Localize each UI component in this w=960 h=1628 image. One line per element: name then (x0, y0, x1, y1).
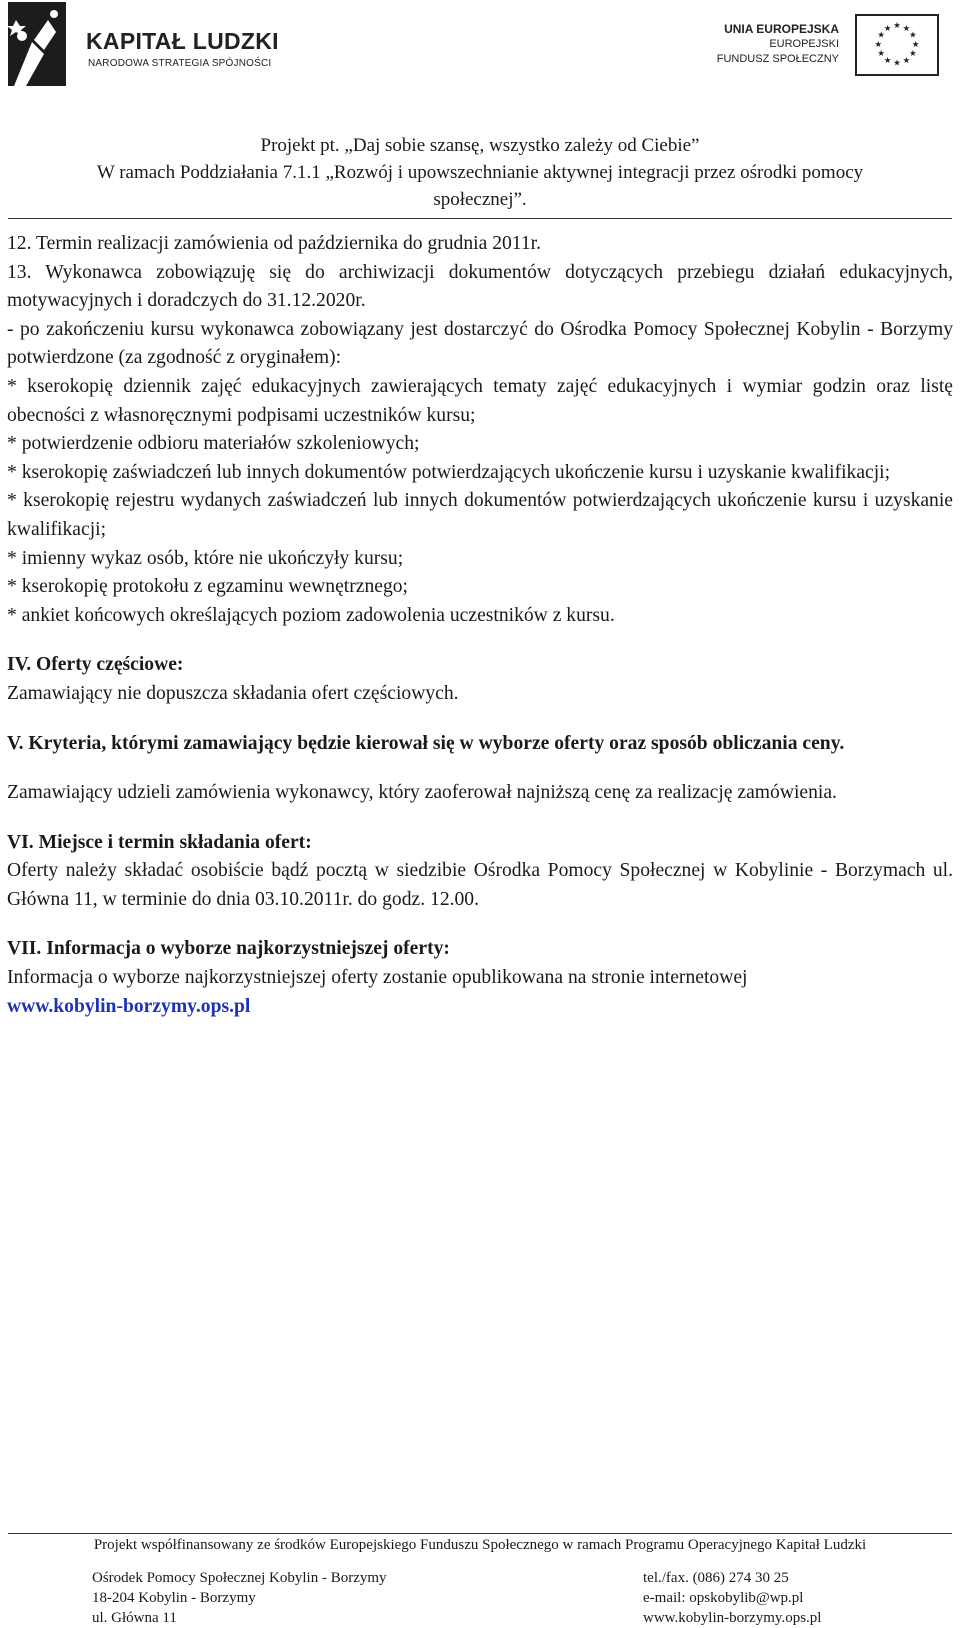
svg-text:★: ★ (883, 22, 892, 33)
list-item: * kserokopię dziennik zajęć edukacyjnych zawierających tematy zajęć edukacyjnych i wymiar godzin oraz listę obecności z własnoręcznymi podpisami uczestników kursu; (7, 375, 953, 426)
point-13: 13. Wykonawca zobowiązuję się do archiwizacji dokumentów dotyczących przebiegu działań edukacyjnych, motywacyjnych i doradczych do 31.12.2020r. (7, 261, 953, 312)
svg-text:★: ★ (874, 38, 883, 49)
kapital-ludzki-name: KAPITAŁ LUDZKI (86, 28, 279, 54)
footer-contact (643, 1568, 821, 1628)
eu-logo-line1: UNIA EUROPEJSKA (724, 22, 839, 36)
project-subaction-end: społecznej”. (433, 189, 527, 210)
project-header (8, 132, 952, 213)
footer-org-name: Ośrodek Pomocy Społecznej Kobylin - Borzymy (92, 1570, 387, 1586)
document-body (7, 230, 953, 1021)
svg-text:★: ★ (911, 38, 920, 49)
footer-cofinance: Projekt współfinansowany ze środków Europejskiego Funduszu Społecznego w ramach Programu Operacyjnego Kapitał Ludzki (93, 1537, 867, 1553)
section-v-heading: V. Kryteria, którymi zamawiający będzie kierował się w wyborze oferty oraz sposób obliczania ceny. (7, 732, 845, 754)
list-item: * kserokopię zaświadczeń lub innych dokumentów potwierdzających ukończenie kursu i uzyskanie kwalifikacji; (7, 461, 891, 483)
eu-logo (715, 14, 943, 78)
svg-text:★: ★ (877, 29, 885, 40)
project-title: Projekt pt. „Daj sobie szansę, wszystko zależy od Ciebie” (260, 135, 700, 156)
point-12: 12. Termin realizacji zamówienia od października do grudnia 2011r. (7, 233, 541, 254)
footer-street: ul. Główna 11 (92, 1610, 177, 1626)
svg-text:★: ★ (902, 22, 911, 33)
section-vi-heading: VI. Miejsce i termin składania ofert: (7, 831, 312, 853)
svg-text:★: ★ (909, 29, 917, 40)
list-item: * imienny wykaz osób, które nie ukończyły kursu; (7, 547, 404, 569)
section-vi-text: Oferty należy składać osobiście bądź pocztą w siedzibie Ośrodka Pomocy Społecznej w Kobylinie - Borzymach ul. Główna 11, w terminie do dnia 03.10.2011r. do godz. 12.00. (7, 860, 953, 910)
section-v-text: Zamawiający udzieli zamówienia wykonawcy, który zaoferował najniższą cenę za realizację zamówienia. (7, 782, 837, 804)
footer-phone: tel./fax. (086) 274 30 25 (643, 1570, 789, 1586)
eu-logo-text (717, 22, 839, 67)
project-subaction: W ramach Poddziałania 7.1.1 „Rozwój i upowszechnianie aktywnej integracji przez ośrodki pomocy (96, 162, 864, 183)
kapital-ludzki-emblem-icon (4, 2, 66, 86)
svg-text:★: ★ (883, 54, 892, 65)
section-iv-text: Zamawiający nie dopuszcza składania ofert częściowych. (7, 682, 459, 704)
svg-text:★: ★ (893, 57, 901, 68)
list-item: * kserokopię rejestru wydanych zaświadczeń lub innych dokumentów potwierdzających ukończenie kursu i uzyskanie kwalifikacji; (7, 490, 953, 540)
eu-logo-line3: FUNDUSZ SPOŁECZNY (716, 53, 839, 65)
svg-text:★: ★ (909, 48, 917, 59)
footer-address (92, 1568, 387, 1628)
eu-stars-flag-icon (855, 14, 939, 76)
section-vii-text: Informacja o wyborze najkorzystniejszej oferty zostanie opublikowana na stronie internetowej (7, 967, 748, 989)
kapital-ludzki-logo (4, 2, 294, 88)
svg-text:★: ★ (877, 48, 885, 59)
website-link[interactable]: www.kobylin-borzymy.ops.pl (7, 995, 251, 1017)
list-item: * potwierdzenie odbioru materiałów szkoleniowych; (7, 433, 420, 455)
kapital-ludzki-subtitle: NARODOWA STRATEGIA SPÓJNOŚCI (88, 58, 272, 69)
delivery-requirement: - po zakończeniu kursu wykonawca zobowiązany jest dostarczyć do Ośrodka Pomocy Społecznej Kobylin - Borzymy potwierdzone (za zgodność z oryginałem): (7, 318, 953, 369)
section-vii-heading: VII. Informacja o wyborze najkorzystniejszej oferty: (7, 938, 450, 960)
svg-text:★: ★ (902, 54, 911, 65)
eu-logo-line2: EUROPEJSKI (769, 38, 839, 50)
section-iv-heading: IV. Oferty częściowe: (7, 654, 184, 676)
list-item: * ankiet końcowych określających poziom zadowolenia uczestników z kursu. (7, 604, 615, 626)
footer-website: www.kobylin-borzymy.ops.pl (643, 1610, 822, 1626)
footer-divider (8, 1533, 952, 1534)
svg-text:★: ★ (893, 20, 901, 31)
section-vii-link-line (7, 993, 953, 1022)
footer-email: e-mail: opskobylib@wp.pl (643, 1590, 804, 1606)
list-item: * kserokopię protokołu z egzaminu wewnętrznego; (7, 576, 409, 598)
footer-postcode: 18-204 Kobylin - Borzymy (92, 1590, 256, 1606)
header-divider (8, 218, 952, 219)
